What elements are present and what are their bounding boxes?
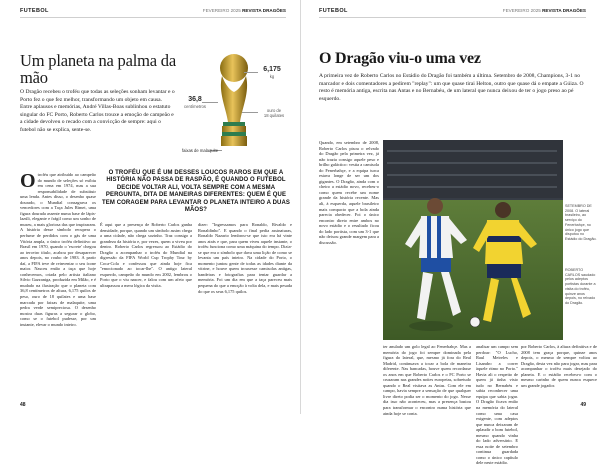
body-column-4: por Roberto Carlos, à altura definitiva e de 2008 tem graça porque, quinze anos depois, o mesmo de sempre voltou ao Dragão, desta vez não para jogar, mas para acompanhar o troféu mais desejado do planeta. E o estádio recebeu-o com o mesmo carinho de quem nunca esquece um grande jogador. xyxy=(521,344,597,388)
body-column-2: ter anulado um golo legal ao Fenerbahçe. Mas a memória do jogo foi sempre dominada pela figura do lateral, que, mesmo já fora do Real Madrid, continuava a tocar a bola de maneira diferente. Nas bancadas, houve quem recordasse os anos em que Roberto Carlos e o FC Porto se cruzaram nas grandes noites europeias, sobretudo quando o Real visitava as Antas. Com ele em campo, havia sempre a sensação de que qualquer livre direto podia ser o momento do jogo. Nesse dia isso não aconteceu, mas a presença bastou para transformar o encontro numa história que ainda hoje se conta. xyxy=(383,344,471,416)
body-column-2: É aqui que a presença de Roberto Carlos ganha densidade, porque, quando um símbolo assim chega a uma cidade, não chega sozinho. Traz consigo a grandeza da história e, por vezes, quem a viveu por dentro. Roberto Carlos regressou ao Estádio do Dragão a acompanhar o troféu do Mundial na digressão da FIFA World Cup Trophy Tour by Coca-Cola e confessou que ainda hoje fica "emocionado ao tocar-lhe". O antigo lateral esquerdo, campeão do mundo em 2002, lembrou o Porto que o viu nascer, e falou com um afeto que ultrapassou a mera lógica da visita. xyxy=(100,222,192,289)
height-label xyxy=(180,96,210,109)
body-column-1: Quando, em setembro de 2008, Roberto Carlos pisou o relvado do Dragão pela primeira vez, já não trazia consigo aquele peso e brilho galáctico: vestia a camisola do Fenerbahçe, e a equipa turca estava longe de ser um dos gigantes. O Dragão, ainda com o cheiro a estádio novo, recebeu-o como quem recebe um nome grande da história recente. Mas ali, à esquerda, aquele brasileiro mais compacto que a bola ainda parecia obedecer. Foi o único encontro direto entre ambos no novo estádio e o resultado ficou do lado portista, com um 3-1 que não deixou grande margem para a discussão. xyxy=(319,140,379,245)
running-header xyxy=(20,8,286,18)
gold-unit: 18 quilates xyxy=(263,113,285,118)
section-label: FUTEBOL xyxy=(20,8,49,14)
running-header xyxy=(319,8,586,18)
trophy-infographic xyxy=(180,50,292,162)
height-unit: centímetros xyxy=(184,104,206,109)
weight-unit: kg xyxy=(269,74,275,79)
football-match-photo-icon xyxy=(383,140,563,340)
issue-meta xyxy=(203,8,286,13)
issue-date: FEVEREIRO 2025 xyxy=(202,8,241,13)
body-column-1 xyxy=(20,172,96,404)
magazine-brand: REVISTA DRAGÕES xyxy=(242,8,286,13)
article-headline: O Dragão viu-o uma vez xyxy=(319,50,481,67)
drop-cap: O xyxy=(20,170,36,192)
photo-caption-top: SETEMBRO DE 2008. O lateral brasileiro, ao serviço do Fenerbahçe, no único jogo que disputou no Estádio do Dragão. xyxy=(565,204,597,241)
body-column-3: analisar um campo sem perdoar: "O Lucho, Raul Meireles e Lisandro a correr àquele ritmo no Porto." Havia ali o respeito de quem já tinha visto tudo no Bernabéu e sabia reconhecer uma equipa que sabia jogar. O Dragão ficava então na memória do lateral como uma casa exigente, com adeptos que nunca deixaram de aplaudir o bom futebol, mesmo quando vinha do lado adversário. E essa noite de setembro continua guardada como o único capítulo dele neste estádio. xyxy=(476,344,518,466)
magazine-brand: REVISTA DRAGÕES xyxy=(542,8,586,13)
gold-value: ouro de xyxy=(266,108,282,113)
world-cup-trophy-icon xyxy=(208,52,260,150)
weight-label xyxy=(256,66,288,79)
left-page xyxy=(0,0,300,414)
weight-value: 6,175 xyxy=(263,66,281,73)
article-standfirst: O Dragão recebeu o troféu que todas as seleções sonham levantar e o Porto fez o que fez melhor, transformando um objeto em causa. Entre aplausos e memórias, André Villas-Boas sublinhou o estatuto singular do FC Porto, Roberto Carlos trouxe a emoção de campeão e a cidade devolveu o recado com a convicção de sempre: aqui o futebol não se explica, sente-se. xyxy=(20,89,175,133)
pull-quote: O TROFÉU QUE É UM DESSES LOUCOS RAROS EM QUE A HISTÓRIA NÃO PASSA DE RASPÃO, É QUANDO O FUTEBOL DECIDE VOLTAR ALI, VOLTA SEMPRE COM A MESMA PERGUNTA, DITA DE MANEIRAS DIFERENTES: QUEM É QUE TEM CORAGEM PARA LEVANTAR O PLANETA INTEIRO A DUAS MÃOS? xyxy=(102,170,290,214)
section-label: FUTEBOL xyxy=(319,8,348,14)
right-page xyxy=(300,0,600,466)
body-column-1-text: troféu que atribuído ao campeão do mundo de seleções só exibiu em cena em 1974, mas a sua responsabilidade de substituir uma lenda. Antes disso, o desenho quase dourado, o Mundial consagrava os vencedores com a Taça Jules Rimet, uma figura dourada assente numa base de lápis-lazúli, elegante e frágil como um sonho de museu, a mais gloriosa das que inspiraram. A história desse símbolo recupera o perfume de perdidos com o gás de uma Vitória ampla, o único troféu definitivo ao Brasil em 1970, quando o 'escrete' chegou ao terceiro título, acabou por desaparecer anos depois, no roubo de 1983. A partir daí, a FIFA teve de reinventar o seu ícone maior. Nasceu então a taça que hoje conhecemos, criada pelo artista italiano Silvio Gazzaniga, produzida em Milão, e é mudado na ilustração que o planeta com 36,8 centímetros de altura, 6,175 quilos de peso, ouro de 18 quilates e uma base marcada por faixas de malaquite, uma pedra verde semipreciosa. O desenho mostra duas figuras a segurar o globo, como se o futebol pudesse, por um instante, elevar o mundo inteiro. xyxy=(20,172,96,327)
malachite-label: faixas de malaquite xyxy=(181,148,219,153)
page-number: 48 xyxy=(20,402,26,408)
body-column-3: dizer: "Ingressamos para Ronaldo, Rivaldo e Ronaldinho". E quando o final pedia assinaturas, Ronaldo Nazario lembrou-se que isto era há vinte anos atrás e que, para quem viveu aquele instante, o troféu funciona como uma máquina do tempo. Dizia-se que era o símbolo que dava uma lição de como se levanta um país inteiro. Na cidade do Porto, o momento juntou gente de todas as idades diante da vitrine, e houve quem trouxesse camisolas antigas, bandeiras e fotografias para tentar guardar a memória. Foi um dia em que a taça pareceu mais pequena do que a emoção à volta dela, e mais pesada do que os seus 6,175 quilos. xyxy=(198,222,292,294)
issue-meta xyxy=(503,8,586,13)
height-value: 36,8 xyxy=(188,96,202,103)
page-number: 49 xyxy=(580,402,586,408)
article-standfirst: A primeira vez de Roberto Carlos no Estádio do Dragão foi também a última. Setembro de 2008, Champions, 3-1 no marcador e dois comentadores a pedirem "replay": um que quase tirai Helton, outro que quase dá o empate a Gúiza. O resto é memória antiga, escrita nas Antas e no Bernabéu, de um lateral que nunca deixou de ter o jogo preso ao pé esquerdo. xyxy=(319,73,584,102)
match-photo xyxy=(383,140,563,340)
issue-date: FEVEREIRO 2025 xyxy=(502,8,541,13)
article-headline: Um planeta na palma da mão xyxy=(20,51,176,87)
gold-label xyxy=(258,108,290,118)
photo-caption-secondary: ROBERTO CARLOS saudado pelos adeptos portistas durante a visita do troféu, quinze anos depois, no relvado do Dragão. xyxy=(565,268,596,305)
